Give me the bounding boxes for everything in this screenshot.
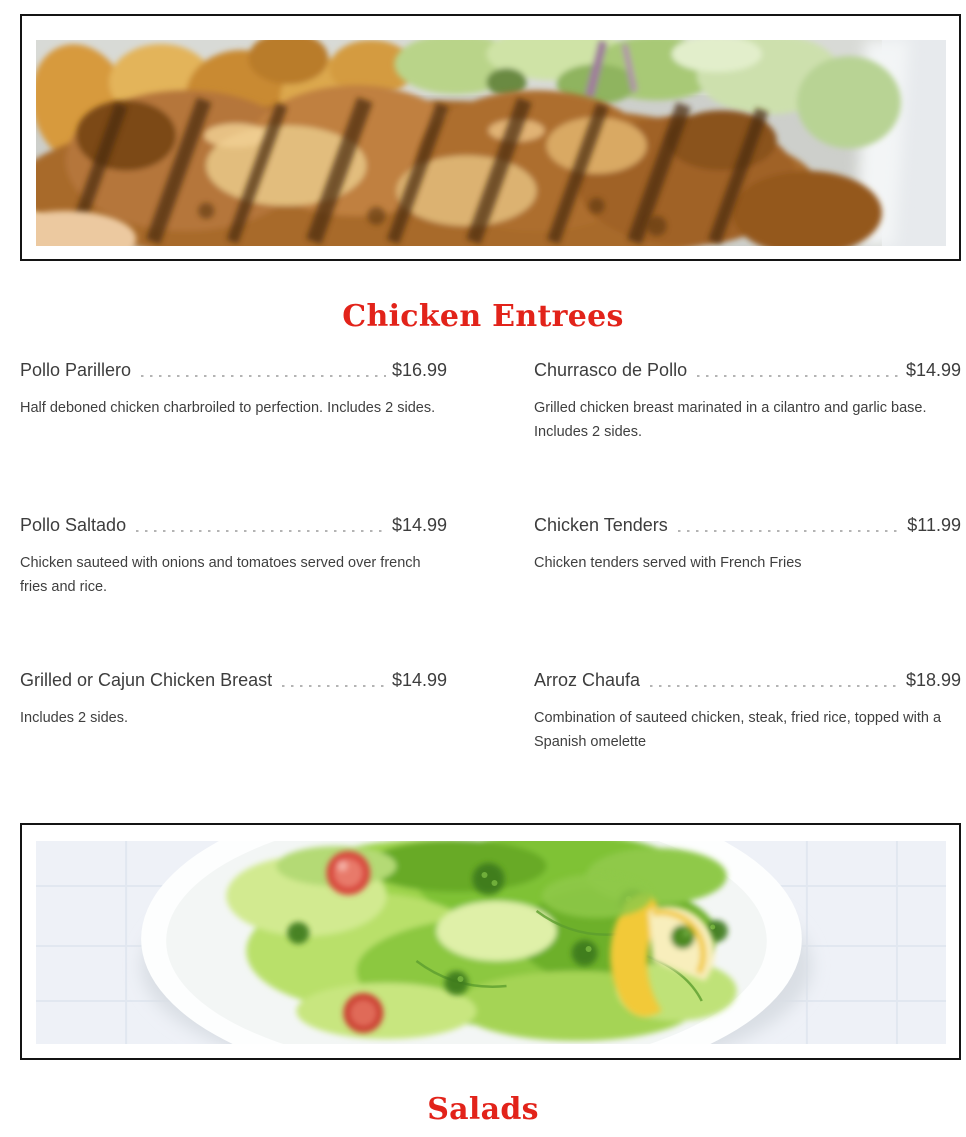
menu-page xyxy=(0,14,966,1137)
menu-item-name: Pollo Saltado xyxy=(20,515,127,535)
menu-item-line xyxy=(534,668,961,692)
menu-item-line xyxy=(20,513,447,537)
dotted-leader xyxy=(141,375,386,377)
menu-item-description: Combination of sauteed chicken, steak, fried rice, topped with a Spanish omelette xyxy=(534,710,942,750)
menu-item-price: $16.99 xyxy=(391,360,447,380)
menu-item-name: Churrasco de Pollo xyxy=(534,360,688,380)
menu-item-line xyxy=(534,358,961,382)
menu-item-name: Arroz Chaufa xyxy=(534,670,641,690)
section-heading-salads: Salads xyxy=(427,1092,539,1127)
menu-item xyxy=(20,668,447,823)
menu-item-description: Grilled chicken breast marinated in a cilantro and garlic base. Includes 2 sides. xyxy=(534,400,927,440)
menu-item xyxy=(534,668,961,823)
menu-item xyxy=(534,358,961,513)
menu-item-price: $18.99 xyxy=(905,670,961,690)
dotted-leader xyxy=(678,530,902,532)
menu-item-price: $14.99 xyxy=(391,515,447,535)
menu-item-name: Pollo Parillero xyxy=(20,360,132,380)
menu-item-line xyxy=(20,668,447,692)
chicken-entrees-photo xyxy=(36,40,946,246)
dotted-leader xyxy=(136,530,386,532)
menu-item-line xyxy=(534,513,961,537)
menu-item-price: $14.99 xyxy=(905,360,961,380)
menu-grid xyxy=(20,358,961,823)
menu-item-name: Grilled or Cajun Chicken Breast xyxy=(20,670,273,690)
salad-photo-frame xyxy=(20,823,961,1060)
dotted-leader xyxy=(697,375,900,377)
salad-photo xyxy=(36,841,946,1044)
menu-item-price: $11.99 xyxy=(907,515,961,535)
dotted-leader xyxy=(650,685,900,687)
chicken-photo-frame xyxy=(20,14,961,261)
section-heading-chicken-entrees: Chicken Entrees xyxy=(342,299,624,334)
menu-item xyxy=(534,513,961,668)
menu-item-description: Half deboned chicken charbroiled to perfection. Includes 2 sides. xyxy=(20,400,436,416)
menu-item xyxy=(20,513,447,668)
dotted-leader xyxy=(282,685,386,687)
menu-item-description: Chicken sauteed with onions and tomatoes served over french fries and rice. xyxy=(20,555,421,595)
menu-item-name: Chicken Tenders xyxy=(534,515,668,535)
menu-item xyxy=(20,358,447,513)
menu-item-description: Chicken tenders served with French Fries xyxy=(534,555,802,571)
menu-item-price: $14.99 xyxy=(391,670,447,690)
menu-item-line xyxy=(20,358,447,382)
menu-item-description: Includes 2 sides. xyxy=(20,710,129,726)
